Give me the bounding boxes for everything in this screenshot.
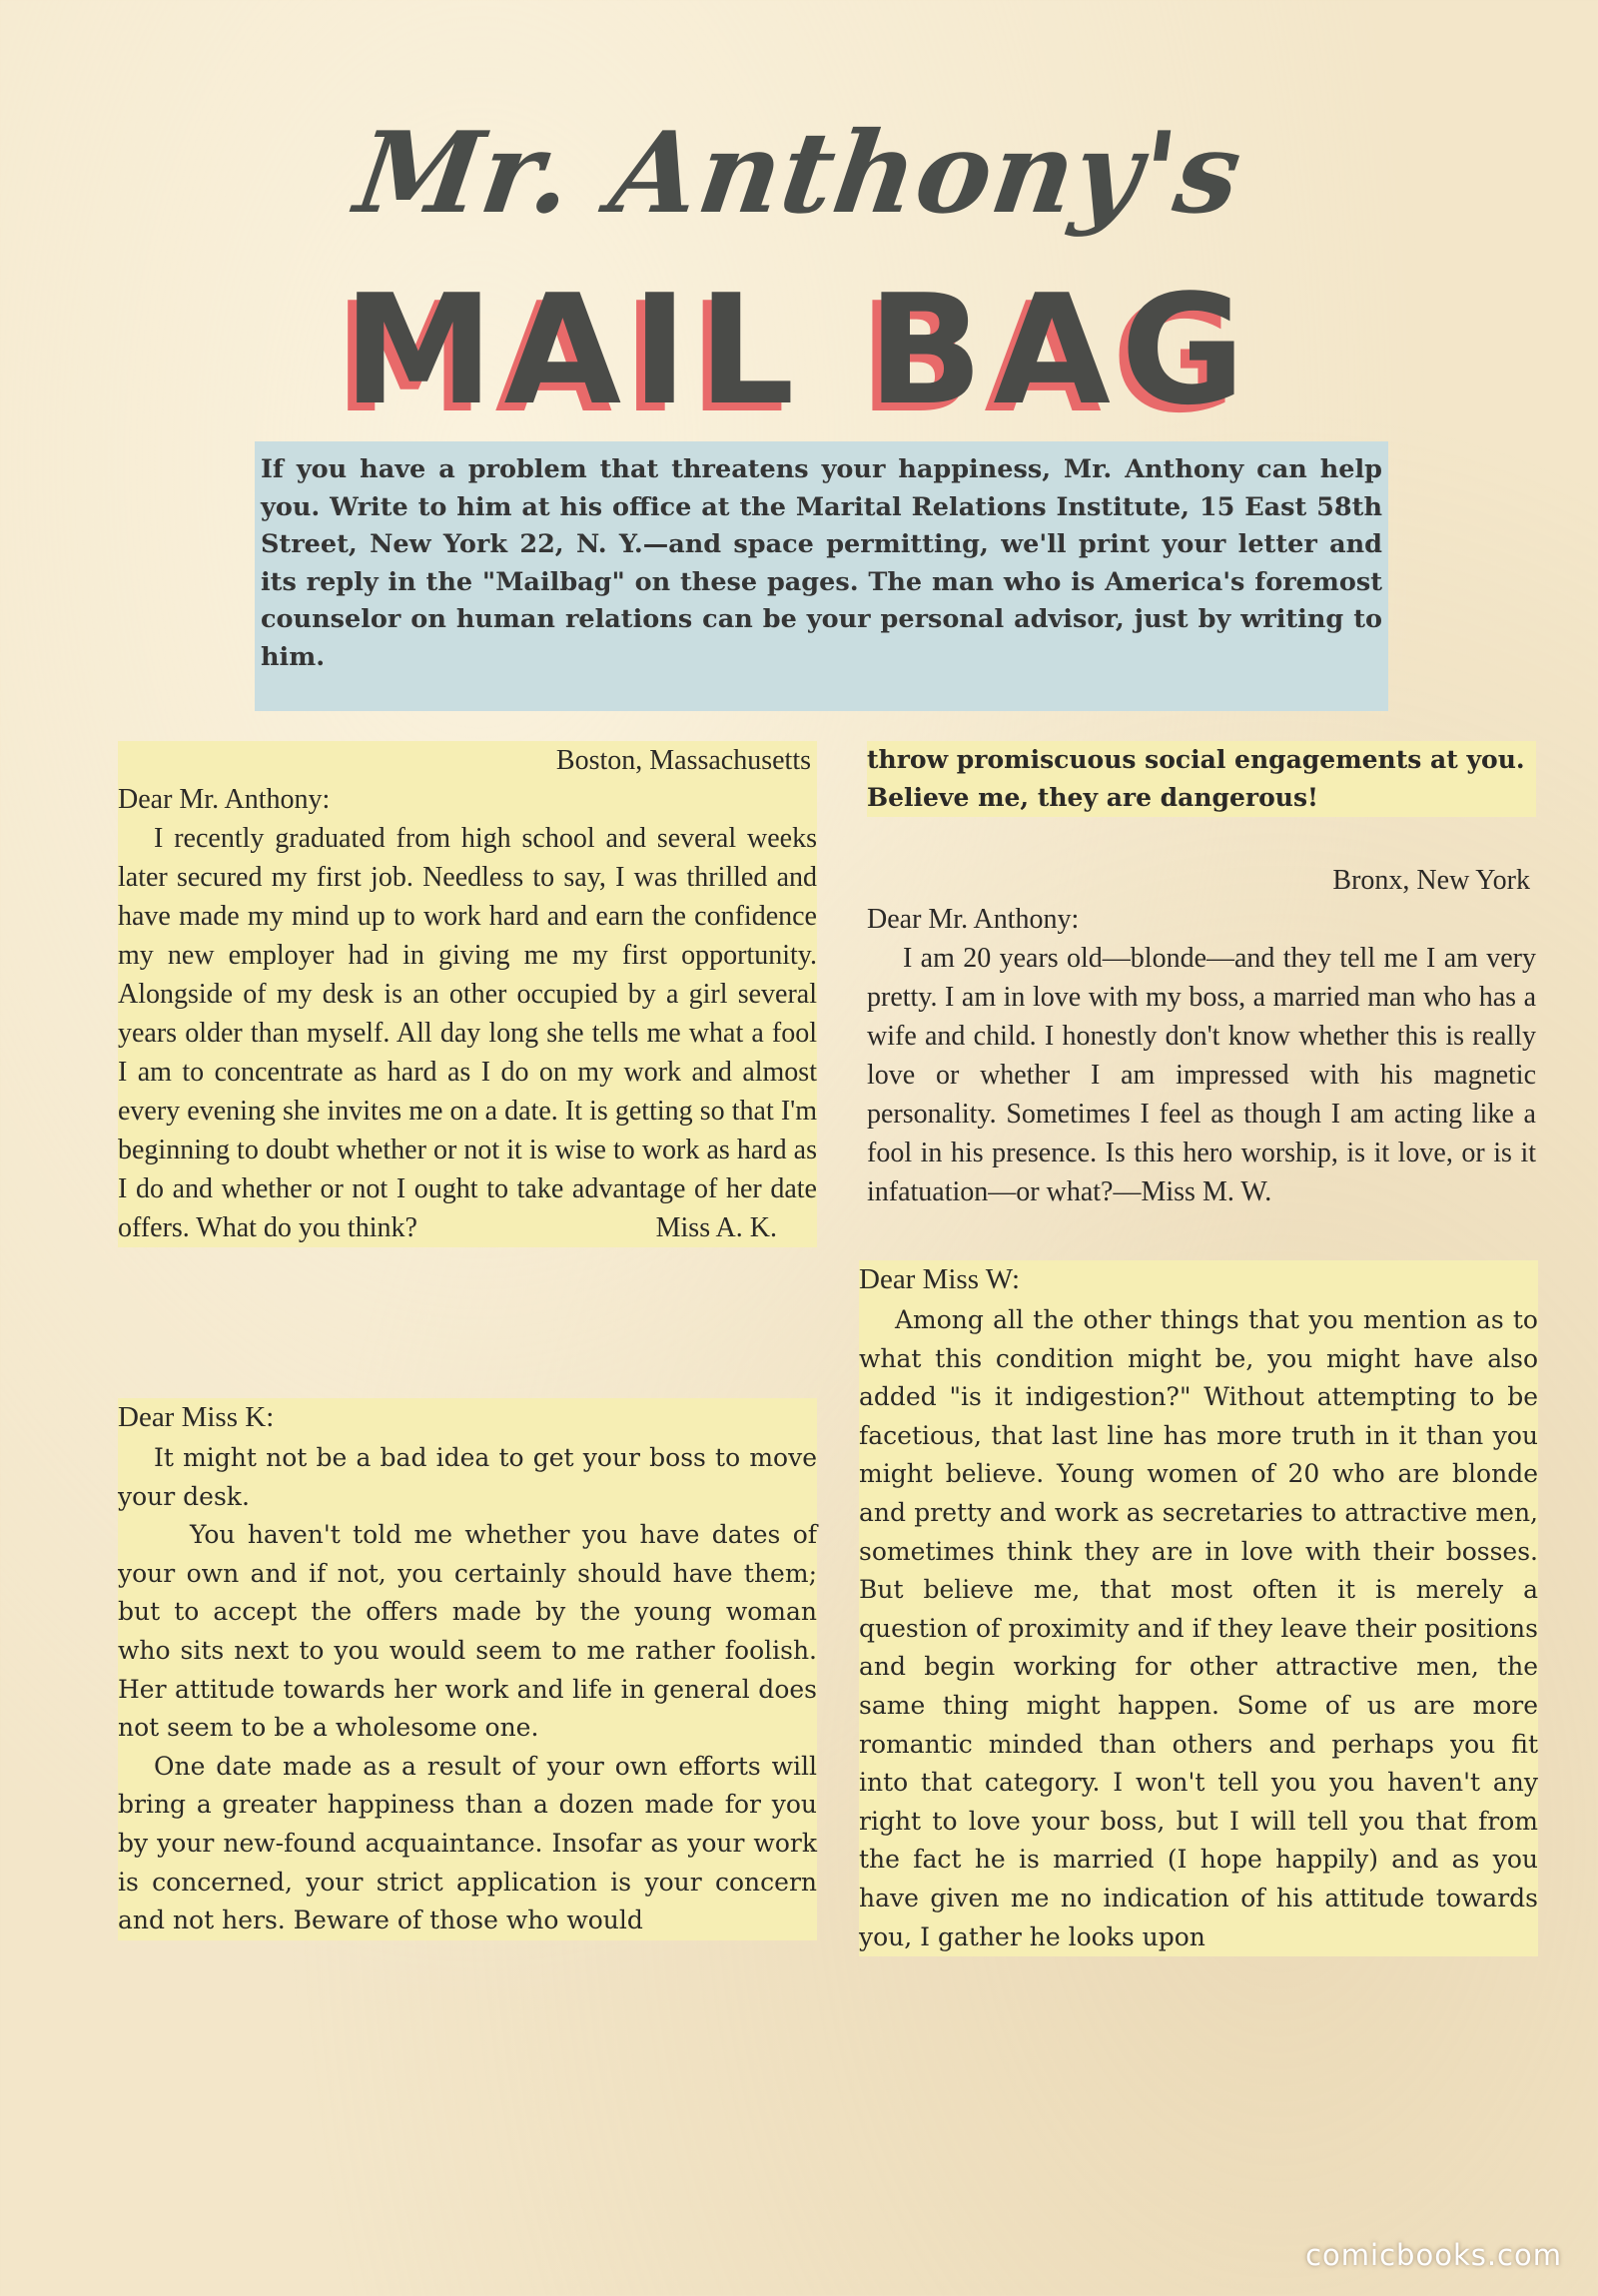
letter-1-salutation: Dear Mr. Anthony:: [118, 784, 331, 815]
reply-1-salutation: Dear Miss K:: [118, 1401, 275, 1433]
reply-2-text: [859, 1301, 1538, 1956]
intro-box: If you have a problem that threatens your happiness, Mr. Anthony can help you. Write to him at his office at the Marital Relations Institute, 15 East 58th Street, New York 22, N. Y.—and space permitting, we'll print your letter and its reply in the "Mailbag" on these pages. The man who is America's foremost counselor on human relations can be your personal advisor, just by writing to him.: [255, 441, 1388, 711]
reply-1-paragraph-3: One date made as a result of your own efforts will bring a greater happiness than a dozen made for you by your new-found acquaintance. Insofar as your work is concerned, your strict application is your concern and not hers. Beware of those who would: [118, 1751, 817, 1935]
main-title: MAIL BAG: [343, 262, 1255, 438]
letter-1-body: I recently graduated from high school and several weeks later secured my first job. Needless to say, I was thrilled and have made my mind up to work hard and earn the confidence my new employer had in giving me my first opportunity. Alongside of my desk is an other occupied by a girl several years older than myself. All day long she tells me what a fool I am to concentrate as hard as I do on my work and almost every evening she invites me on a date. It is getting so that I'm beginning to doubt whether or not it is wise to work as hard as I do and whether or not I ought to take advantage of her date offers. What do you think?: [118, 823, 817, 1243]
reply-1: [118, 1398, 817, 1940]
reply-2-body: Among all the other things that you mention as to what this condition might be, you might have also added "is it indigestion?" Without attempting to be facetious, that last line has more truth in it than you might believe. Young women of 20 who are blonde and pretty and work as secretaries to attractive men, sometimes think they are in love with their bosses. But believe me, that most often it is merely a question of proximity and if they leave their positions and begin working for other attractive men, the same thing might happen. Some of us are more romantic minded than others and perhaps you fit into that category. I won't tell you you haven't any right to love your boss, but I will tell you that from the fact he is married (I hope happily) and as you have given me no indication of his attitude towards you, I gather he looks upon: [859, 1305, 1538, 1951]
reply-1-text: [118, 1439, 817, 1940]
watermark: comicbooks.com: [1305, 2238, 1562, 2272]
reply-1-continuation: throw promiscuous social engagements at you. Believe me, they are dangerous!: [867, 741, 1536, 817]
letter-1-place: Boston, Massachusetts: [555, 745, 811, 776]
letter-2-place: Bronx, New York: [1332, 865, 1530, 896]
letter-2-salutation: Dear Mr. Anthony:: [867, 904, 1080, 935]
reply-2-salutation: Dear Miss W:: [859, 1263, 1021, 1295]
reply-1-paragraph-1: It might not be a bad idea to get your boss to move your desk.: [118, 1443, 817, 1511]
reply-2: [859, 1260, 1538, 1956]
letter-1: [118, 741, 817, 1247]
reply-1-paragraph-2: You haven't told me whether you have dates of your own and if not, you certainly should have them; but to accept the offers made by the young woman who sits next to you would seem to me rather foolish. Her attitude towards her work and life in general does not seem to be a wholesome one.: [118, 1520, 817, 1743]
letter-2-body: I am 20 years old—blonde—and they tell me I am very pretty. I am in love with my boss, a married man who has a wife and child. I honestly don't know whether this is really love or whether I am impressed with his magnetic personality. Sometimes I feel as though I am acting like a fool in his presence. Is this hero worship, is it love, or is it infatuation—or what?—Miss M. W.: [867, 943, 1536, 1207]
letter-1-signature: Miss A. K.: [655, 1212, 777, 1243]
script-title: Mr. Anthony's: [348, 108, 1250, 239]
letter-2: [867, 861, 1536, 1211]
